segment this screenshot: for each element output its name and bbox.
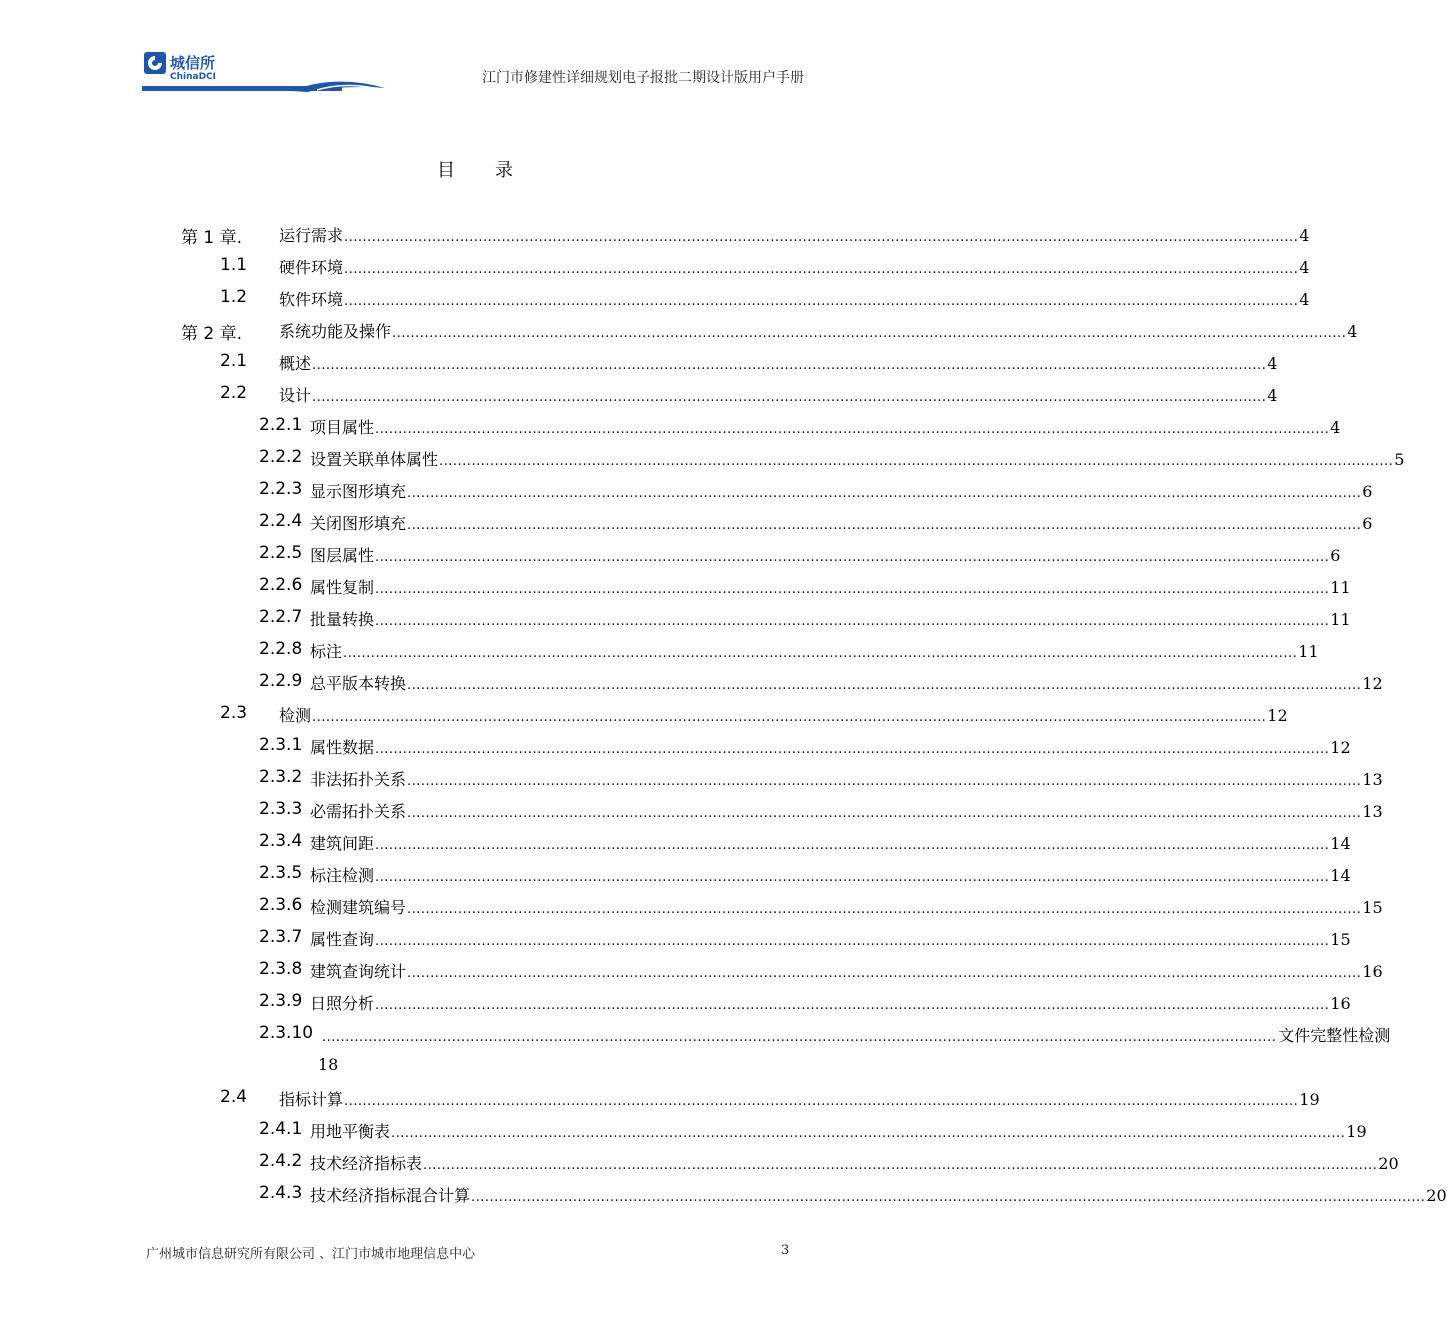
toc-leader-dots: .............................................................................................................................................................................................................. <box>391 1126 1346 1141</box>
toc-entry[interactable] <box>0 603 1351 631</box>
toc-entry[interactable] <box>0 699 1288 727</box>
toc-entry[interactable] <box>0 283 1310 311</box>
toc-entry-label: 属性复制 <box>310 578 375 597</box>
toc-entry[interactable] <box>0 1147 1399 1175</box>
toc-leader-dots: .............................................................................................................................................................................................................. <box>312 390 1267 405</box>
toc-entry[interactable] <box>0 987 1351 1015</box>
toc-leader-dots: .............................................................................................................................................................................................................. <box>375 838 1330 853</box>
toc-entry[interactable] <box>0 1115 1367 1143</box>
toc-entry-label: 建筑查询统计 <box>310 962 407 981</box>
toc-entry-page: 4 <box>1347 322 1358 341</box>
toc-entry-page: 6 <box>1362 482 1373 501</box>
toc-entry-number: 2.4.1 <box>259 1119 303 1139</box>
toc-title <box>0 156 950 182</box>
toc-entry-page: 13 <box>1362 770 1383 789</box>
toc-entry-number: 2.2.8 <box>259 639 303 659</box>
toc-title-char-1: 目 <box>437 160 455 181</box>
toc-entry-page: 4 <box>1267 386 1278 405</box>
toc-entry-label: 属性数据 <box>310 738 375 757</box>
toc-entry-label: 必需拓扑关系 <box>310 802 407 821</box>
toc-entry[interactable] <box>0 507 1373 535</box>
toc-entry[interactable] <box>0 475 1373 503</box>
toc-leader-dots: .............................................................................................................................................................................................................. <box>407 806 1362 821</box>
toc-entry-label: 建筑间距 <box>310 834 375 853</box>
toc-entry-number: 2.3.8 <box>259 959 303 979</box>
toc-leader-dots: .............................................................................................................................................................................................................. <box>322 1030 1277 1045</box>
toc-entry[interactable] <box>0 1179 1447 1207</box>
toc-entry-label: 系统功能及操作 <box>279 322 392 341</box>
toc-leader-dots: .............................................................................................................................................................................................................. <box>375 998 1330 1013</box>
toc-entry-page: 13 <box>1362 802 1383 821</box>
toc-entry[interactable] <box>0 891 1383 919</box>
toc-leader-dots: .............................................................................................................................................................................................................. <box>344 230 1299 245</box>
toc-entry-label: 技术经济指标混合计算 <box>310 1186 471 1205</box>
toc-entry-label: 用地平衡表 <box>310 1122 391 1141</box>
toc-entry-number: 2.3.5 <box>259 863 303 883</box>
toc-entry-number: 2.4.2 <box>259 1151 303 1171</box>
toc-entry-label: 概述 <box>279 354 312 373</box>
toc-entry-label: 标注检测 <box>310 866 375 885</box>
toc-entry[interactable] <box>0 571 1351 599</box>
toc-entry-number: 2.3.1 <box>259 735 303 755</box>
toc-title-char-2: 录 <box>495 160 513 181</box>
toc-entry[interactable] <box>0 219 1310 248</box>
footer-organization: 广州城市信息研究所有限公司 、江门市城市地理信息中心 <box>146 1247 476 1262</box>
toc-leader-dots: .............................................................................................................................................................................................................. <box>375 934 1330 949</box>
svg-text:城信所: 城信所 <box>170 54 216 72</box>
toc-entry-page: 16 <box>1362 962 1383 981</box>
toc-entry-page: 11 <box>1298 642 1319 661</box>
toc-leader-dots: .............................................................................................................................................................................................................. <box>407 966 1362 981</box>
toc-leader-dots: .............................................................................................................................................................................................................. <box>375 870 1330 885</box>
toc-leader-dots: .............................................................................................................................................................................................................. <box>343 646 1298 661</box>
toc-entry[interactable] <box>0 955 1383 983</box>
toc-entry[interactable] <box>0 379 1278 407</box>
toc-leader-dots: .............................................................................................................................................................................................................. <box>407 678 1362 693</box>
toc-entry-page: 19 <box>1299 1090 1320 1109</box>
toc-entry[interactable] <box>0 411 1341 439</box>
toc-entry-page: 4 <box>1330 418 1341 437</box>
toc-entry[interactable] <box>0 539 1341 567</box>
toc-entry-label: 文件完整性检测 <box>1278 1026 1391 1045</box>
toc-leader-dots: .............................................................................................................................................................................................................. <box>407 774 1362 789</box>
document-header-title: 江门市修建性详细规划电子报批二期设计版用户手册 <box>482 70 804 86</box>
toc-entry-number: 2.2.4 <box>259 511 303 531</box>
toc-leader-dots: .............................................................................................................................................................................................................. <box>344 1094 1299 1109</box>
toc-entry-page: 19 <box>1346 1122 1367 1141</box>
toc-leader-dots: .............................................................................................................................................................................................................. <box>375 550 1330 565</box>
toc-entry-page: 11 <box>1330 578 1351 597</box>
toc-entry-label: 图层属性 <box>310 546 375 565</box>
toc-entry-page: 15 <box>1362 898 1383 917</box>
toc-entry-number: 2.2.9 <box>259 671 303 691</box>
toc-entry-page: 15 <box>1330 930 1351 949</box>
toc-entry-label: 关闭图形填充 <box>310 514 407 533</box>
toc-leader-dots: .............................................................................................................................................................................................................. <box>407 902 1362 917</box>
toc-entry-number: 1.1 <box>220 255 248 275</box>
chinadci-logo <box>142 50 387 96</box>
toc-entry-label: 检测 <box>279 706 312 725</box>
toc-entry-number: 2.4 <box>220 1087 248 1107</box>
toc-entry[interactable] <box>0 667 1383 695</box>
toc-entry-number: 2.2.1 <box>259 415 303 435</box>
toc-entry-label: 设计 <box>279 386 312 405</box>
toc-entry-number: 1.2 <box>220 287 248 307</box>
toc-entry-number: 第 1 章. <box>181 228 243 248</box>
toc-entry-number: 2.3.10 <box>259 1023 314 1043</box>
toc-entry-page: 12 <box>1362 674 1383 693</box>
toc-entry-label: 运行需求 <box>279 226 344 245</box>
toc-entry-page: 18 <box>318 1055 339 1074</box>
toc-leader-dots: .............................................................................................................................................................................................................. <box>423 1158 1378 1173</box>
toc-entry-number: 2.3.3 <box>259 799 303 819</box>
toc-entry-number: 2.3 <box>220 703 248 723</box>
toc-entry[interactable] <box>0 731 1351 759</box>
toc-entry[interactable] <box>0 923 1351 951</box>
toc-entry-page: 4 <box>1299 258 1310 277</box>
toc-entry-number: 2.2.3 <box>259 479 303 499</box>
toc-entry-page: 5 <box>1394 450 1405 469</box>
toc-entry-label: 总平版本转换 <box>310 674 407 693</box>
toc-entry[interactable] <box>0 795 1383 823</box>
toc-entry-label: 检测建筑编号 <box>310 898 407 917</box>
toc-entry-number: 2.3.6 <box>259 895 303 915</box>
toc-entry-number: 2.1 <box>220 351 248 371</box>
toc-entry-label: 日照分析 <box>310 994 375 1013</box>
toc-leader-dots: .............................................................................................................................................................................................................. <box>407 518 1362 533</box>
toc-entry[interactable] <box>0 315 1358 344</box>
toc-entry-number: 2.2.5 <box>259 543 303 563</box>
footer-page-number: 3 <box>781 1243 790 1258</box>
toc-leader-dots: .............................................................................................................................................................................................................. <box>344 294 1299 309</box>
toc-entry-label: 项目属性 <box>310 418 375 437</box>
toc-entry-page: 6 <box>1362 514 1373 533</box>
toc-entry-number: 2.3.2 <box>259 767 303 787</box>
toc-leader-dots: .............................................................................................................................................................................................................. <box>312 710 1267 725</box>
toc-entry-label: 批量转换 <box>310 610 375 629</box>
toc-entry-page: 20 <box>1426 1186 1447 1205</box>
svg-text:ChinaDCI: ChinaDCI <box>170 72 217 82</box>
toc-entry[interactable] <box>0 443 1405 471</box>
toc-entry[interactable] <box>0 347 1278 375</box>
toc-entry-number: 2.2 <box>220 383 248 403</box>
toc-leader-dots: .............................................................................................................................................................................................................. <box>312 358 1267 373</box>
toc-leader-dots: .............................................................................................................................................................................................................. <box>471 1190 1426 1205</box>
toc-leader-dots: .............................................................................................................................................................................................................. <box>439 454 1394 469</box>
toc-entry-number: 2.3.7 <box>259 927 303 947</box>
toc-entry-page: 20 <box>1378 1154 1399 1173</box>
toc-entry-page: 11 <box>1330 610 1351 629</box>
toc-leader-dots: .............................................................................................................................................................................................................. <box>344 262 1299 277</box>
toc-entry-label: 显示图形填充 <box>310 482 407 501</box>
toc-leader-dots: .............................................................................................................................................................................................................. <box>375 614 1330 629</box>
toc-entry-label: 硬件环境 <box>279 258 344 277</box>
toc-entry-number: 2.3.4 <box>259 831 303 851</box>
toc-entry-number: 2.2.2 <box>259 447 303 467</box>
toc-entry[interactable] <box>0 1019 1391 1047</box>
toc-leader-dots: .............................................................................................................................................................................................................. <box>375 422 1330 437</box>
toc-entry-number: 2.4.3 <box>259 1183 303 1203</box>
toc-entry-page: 12 <box>1330 738 1351 757</box>
toc-leader-dots: .............................................................................................................................................................................................................. <box>392 326 1347 341</box>
toc-entry[interactable] <box>0 827 1351 855</box>
toc-entry-label: 标注 <box>310 642 343 661</box>
toc-entry[interactable] <box>0 251 1310 279</box>
toc-entry-number: 2.3.9 <box>259 991 303 1011</box>
toc-entry-page: 4 <box>1267 354 1278 373</box>
toc-entry-label: 技术经济指标表 <box>310 1154 423 1173</box>
toc-leader-dots: .............................................................................................................................................................................................................. <box>407 486 1362 501</box>
toc-entry[interactable] <box>0 763 1383 791</box>
toc-entry[interactable] <box>0 1083 1320 1111</box>
toc-entry-page: 4 <box>1299 290 1310 309</box>
toc-entry-page: 12 <box>1267 706 1288 725</box>
toc-leader-dots: .............................................................................................................................................................................................................. <box>375 742 1330 757</box>
toc-entry-label: 指标计算 <box>279 1090 344 1109</box>
toc-entry-number: 2.2.6 <box>259 575 303 595</box>
toc-entry-number: 2.2.7 <box>259 607 303 627</box>
toc-entry-page: 4 <box>1299 226 1310 245</box>
toc-entry-label: 属性查询 <box>310 930 375 949</box>
toc-entry-label: 设置关联单体属性 <box>310 450 439 469</box>
toc-entry-page: 14 <box>1330 866 1351 885</box>
toc-entry-label: 软件环境 <box>279 290 344 309</box>
toc-entry-label: 非法拓扑关系 <box>310 770 407 789</box>
toc-entry-page: 16 <box>1330 994 1351 1013</box>
toc-entry[interactable] <box>0 635 1319 663</box>
toc-entry[interactable] <box>0 859 1351 887</box>
toc-leader-dots: .............................................................................................................................................................................................................. <box>375 582 1330 597</box>
toc-entry-number: 第 2 章. <box>181 324 243 344</box>
toc-entry-page: 6 <box>1330 546 1341 565</box>
toc-entry-page: 14 <box>1330 834 1351 853</box>
